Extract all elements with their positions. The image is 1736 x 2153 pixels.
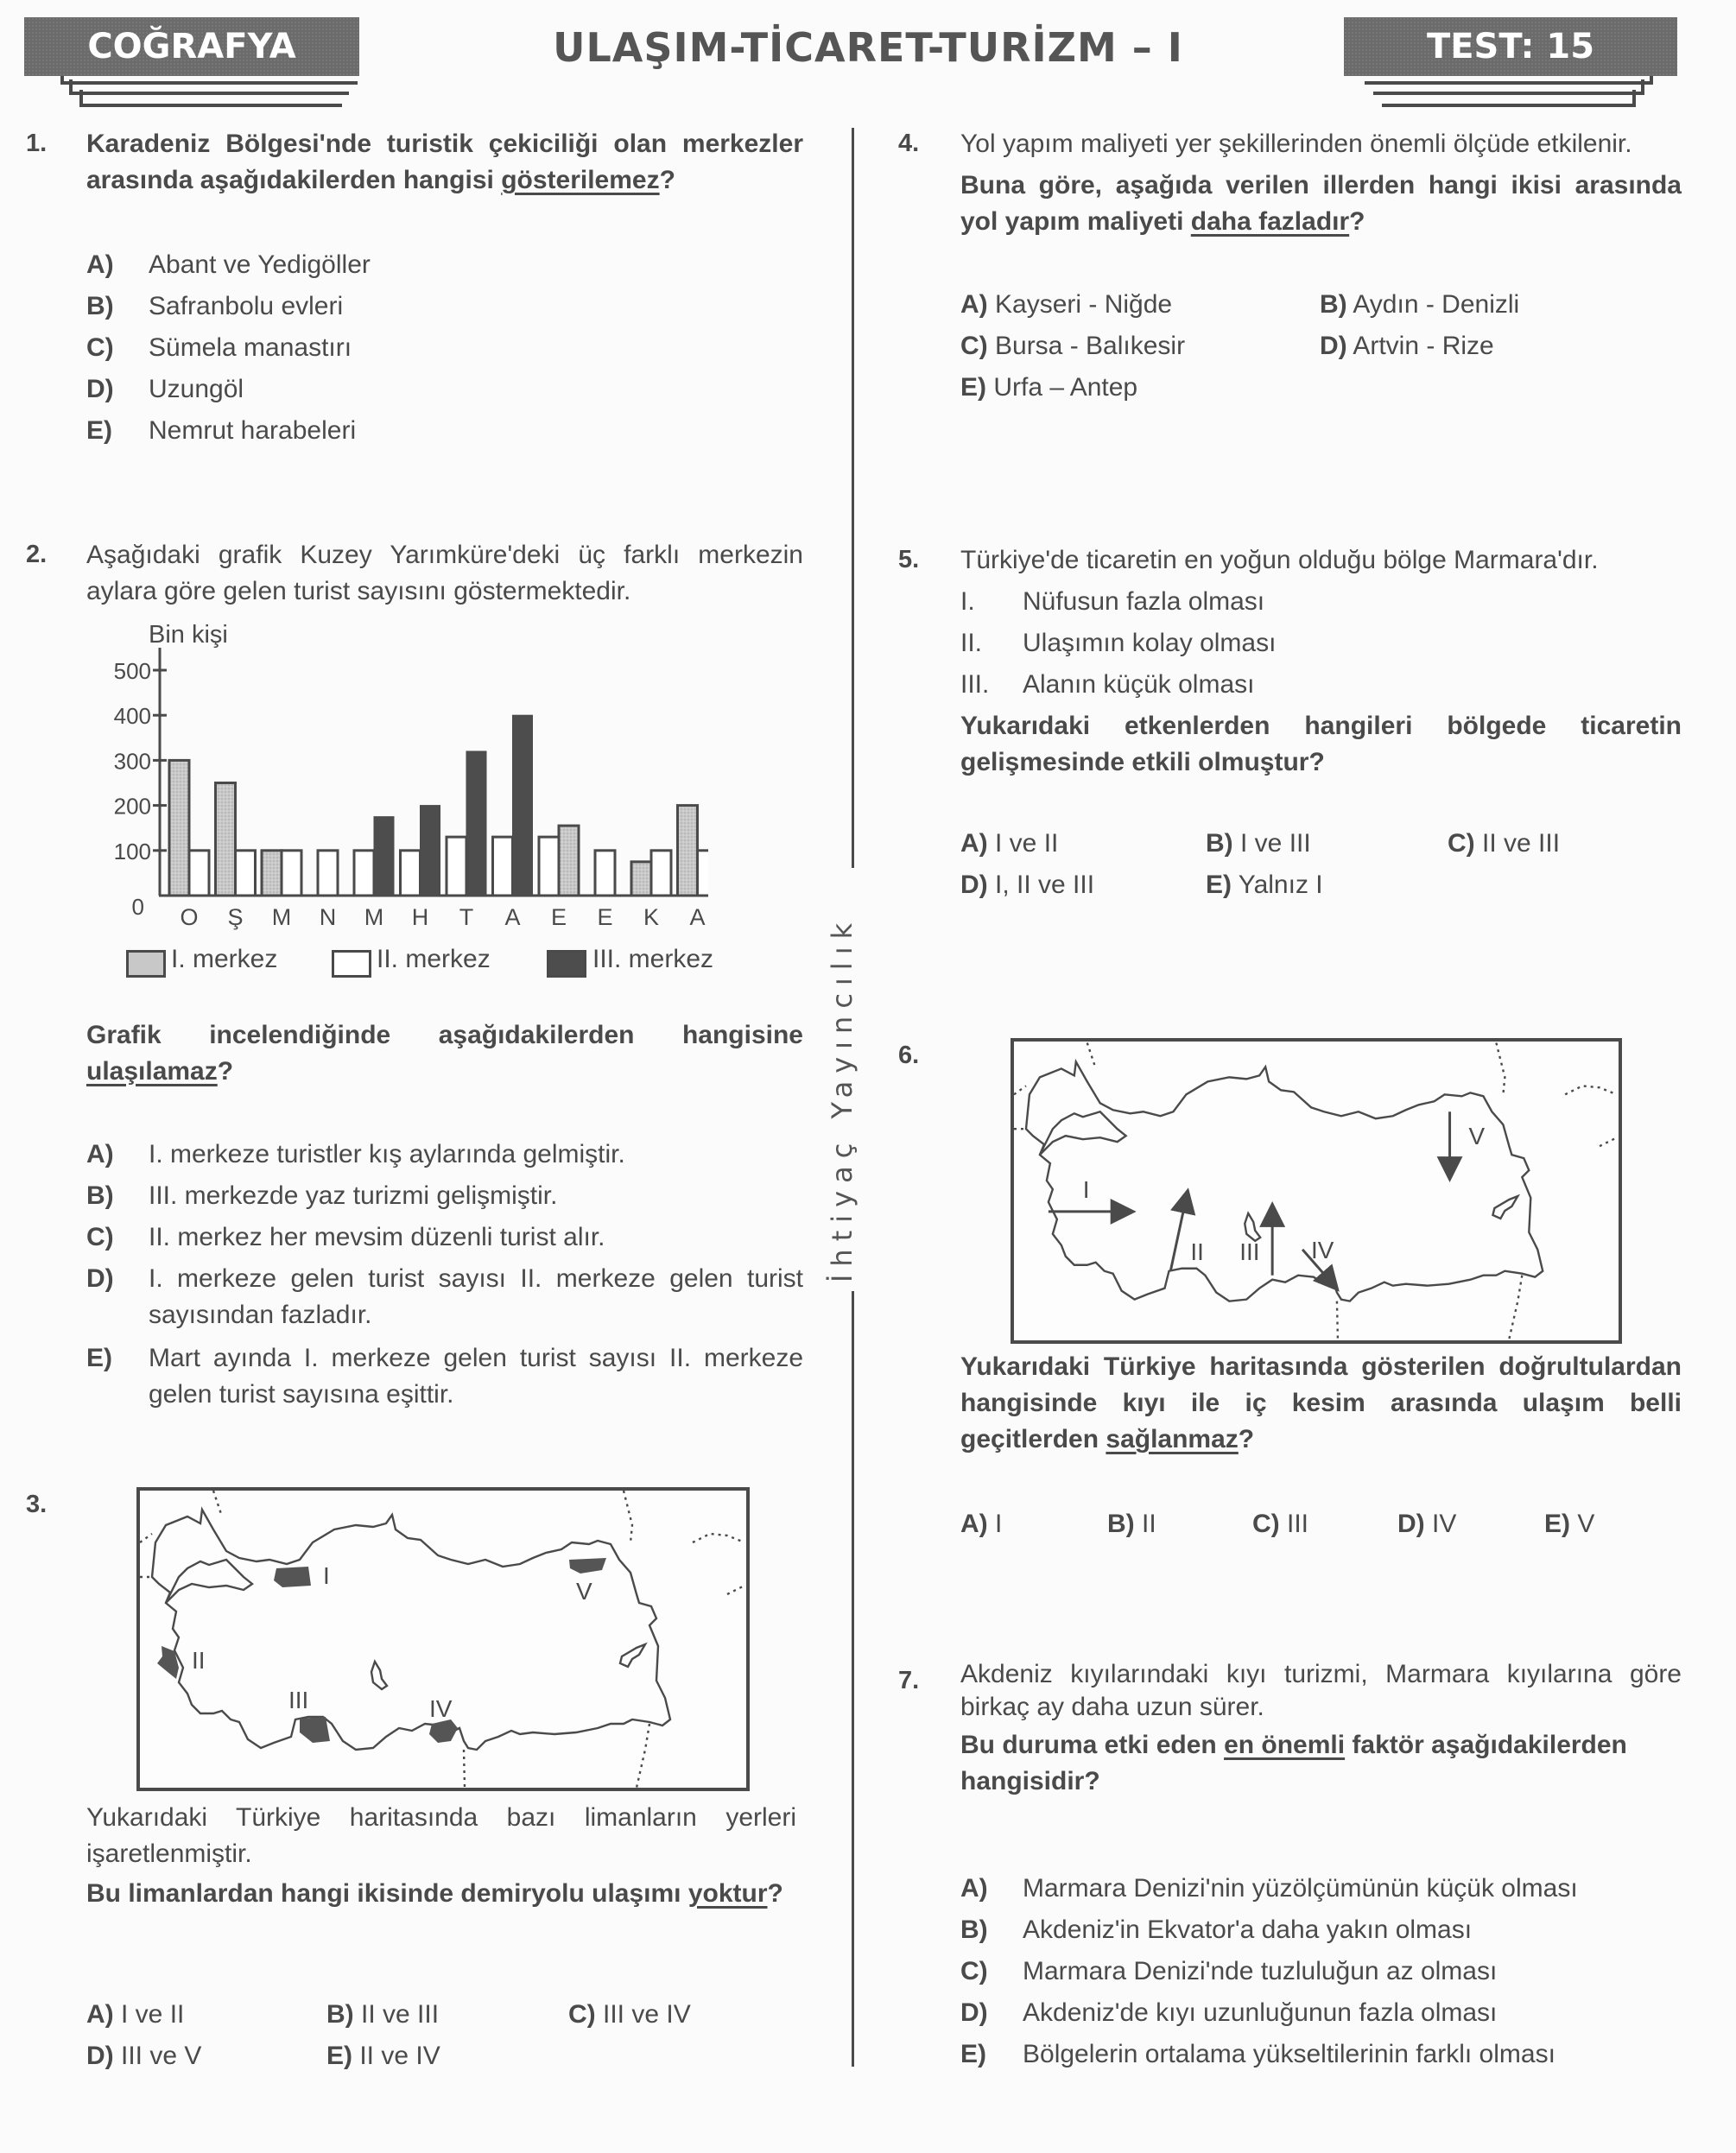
stem-emphasis: daha fazladır	[1190, 207, 1350, 236]
option-b[interactable]	[326, 2000, 439, 2030]
x-tick-label: E	[550, 904, 567, 930]
option-c[interactable]	[1252, 1510, 1308, 1539]
bar-2-11	[651, 851, 671, 896]
option-text: IV	[1432, 1510, 1457, 1538]
stem-text: Yukarıdaki Türkiye haritasında gösterilen doğrultulardan hangisinde kıyı ile iç kesim arasında ulaşım belli geçitlerden	[960, 1352, 1682, 1453]
stem-emphasis: sağlanmaz	[1106, 1425, 1239, 1453]
port-marker-iii	[300, 1717, 330, 1743]
bar-2-9	[539, 837, 559, 896]
stem-end: ?	[1238, 1425, 1255, 1453]
question-intro: Aşağıdaki grafik Kuzey Yarımküre'deki üç farklı merkezin aylara göre gelen turist sayısını göstermektedir.	[86, 541, 803, 605]
option-a[interactable]	[86, 2000, 184, 2030]
option-label: E)	[1206, 871, 1232, 899]
page-title: ULAŞIM-TİCARET-TURİZM – I	[553, 24, 1183, 71]
question-number: 7.	[898, 1667, 920, 1694]
port-marker-i	[274, 1567, 311, 1587]
port-marker-iv	[429, 1719, 458, 1743]
option-label: C)	[960, 1957, 988, 1985]
stem-text: Bu limanlardan hangi ikisinde demiryolu ulaşımı	[86, 1879, 688, 1908]
question-number: 1.	[26, 130, 48, 157]
option-label: E)	[960, 373, 986, 402]
option-text: Bölgelerin ortalama yükseltilerinin farklı olması	[1023, 2040, 1555, 2068]
border-dotted	[624, 1491, 632, 1542]
option-label: B)	[1206, 829, 1233, 858]
legend-label: III. merkez	[592, 945, 714, 973]
option-text: Marmara Denizi'nde tuzluluğun az olması	[1023, 1957, 1498, 1985]
y-tick-label: 400	[113, 703, 151, 730]
statement-text: Ulaşımın kolay olması	[1023, 629, 1277, 657]
option-label: D)	[86, 375, 114, 403]
border-dotted	[1087, 1042, 1096, 1068]
test-number-badge: TEST: 15	[1344, 17, 1677, 76]
bar-2-7	[447, 837, 466, 896]
bar-1-11	[631, 862, 651, 896]
option-label: A)	[960, 1874, 988, 1903]
border-dotted	[637, 1724, 649, 1788]
option-label: C)	[86, 1223, 114, 1251]
option-e[interactable]	[326, 2042, 440, 2071]
marmara-region-outline	[1040, 1111, 1126, 1155]
option-text: II	[1142, 1510, 1156, 1538]
border-dotted	[1496, 1042, 1505, 1094]
option-c[interactable]	[1448, 829, 1560, 858]
option-a[interactable]	[960, 290, 1172, 320]
legend-swatch-merkez-2	[332, 950, 371, 978]
x-tick-label: E	[597, 904, 613, 930]
turkey-directions-map	[1011, 1038, 1622, 1344]
statement-2	[960, 625, 1276, 662]
question-intro: Yol yapım maliyeti yer şekillerinden önemli ölçüde etkilenir.	[960, 130, 1632, 158]
option-b[interactable]	[86, 1178, 803, 1214]
x-tick-label: H	[411, 904, 429, 930]
option-label: D)	[960, 871, 988, 899]
option-text: Mart ayında I. merkeze gelen turist sayısı II. merkeze gelen turist sayısına eşittir.	[149, 1344, 803, 1409]
option-label: B)	[326, 2000, 354, 2029]
direction-label-ii: II	[1190, 1238, 1204, 1265]
bar-2-2	[236, 851, 256, 896]
option-c[interactable]	[960, 1954, 1497, 1990]
bar-3-8	[513, 715, 533, 896]
option-text: I ve III	[1240, 829, 1311, 858]
option-text: I ve II	[995, 829, 1059, 858]
statement-3	[960, 667, 1254, 703]
direction-arrow-ii	[1170, 1198, 1186, 1270]
bar-3-5	[374, 817, 394, 896]
x-tick-label: K	[643, 904, 660, 930]
option-text: Akdeniz'in Ekvator'a daha yakın olması	[1023, 1916, 1473, 1944]
stem-emphasis: yoktur	[687, 1879, 768, 1908]
option-label: A)	[86, 250, 114, 279]
option-label: C)	[568, 2000, 596, 2029]
x-tick-label: M	[271, 904, 292, 930]
y-tick-label: 200	[113, 793, 151, 820]
option-text: III ve IV	[603, 2000, 691, 2029]
x-tick-label: N	[319, 904, 337, 930]
option-text: I, II ve III	[995, 871, 1095, 899]
direction-label-i: I	[1082, 1175, 1090, 1203]
option-e[interactable]	[960, 373, 1137, 402]
option-text: Artvin - Rize	[1353, 332, 1494, 360]
x-tick-label: A	[504, 904, 521, 930]
option-c[interactable]	[86, 1219, 803, 1256]
bar-1-12	[678, 806, 698, 896]
option-text: III. merkezde yaz turizmi gelişmiştir.	[149, 1181, 558, 1210]
direction-label-iii: III	[1239, 1238, 1260, 1265]
option-e[interactable]	[1544, 1510, 1594, 1539]
x-tick-label: T	[459, 904, 474, 930]
question-stem	[960, 168, 1682, 240]
option-b[interactable]	[1107, 1510, 1156, 1539]
border-dotted	[213, 1491, 222, 1517]
option-text: III ve V	[121, 2042, 202, 2070]
y-tick-label: 300	[113, 748, 151, 775]
question-intro: Yukarıdaki Türkiye haritasında bazı limanların yerleri işaretlenmiştir.	[86, 1803, 796, 1868]
bar-2-6	[401, 851, 421, 896]
option-label: A)	[960, 829, 988, 858]
question-intro: Türkiye'de ticaretin en yoğun olduğu bölge Marmara'dır.	[960, 546, 1599, 574]
question-stem	[960, 1727, 1682, 1800]
port-label-i: I	[323, 1562, 330, 1589]
turkey-ports-map	[136, 1487, 750, 1791]
option-label: A)	[960, 290, 988, 319]
legend-label: II. merkez	[377, 945, 491, 973]
option-label: C)	[1448, 829, 1475, 858]
bar-1-3	[262, 851, 282, 896]
turkey-map-svg	[140, 1491, 746, 1788]
tourist-bar-chart	[86, 605, 708, 985]
turkey-coastline	[1026, 1061, 1543, 1301]
option-text: Marmara Denizi'nin yüzölçümünün küçük olması	[1023, 1874, 1578, 1903]
option-text: Nemrut harabeleri	[149, 416, 357, 445]
option-text: I. merkeze gelen turist sayısı II. merkeze gelen turist sayısından fazladır.	[149, 1264, 803, 1329]
stem-end: ?	[767, 1879, 783, 1908]
stem-emphasis: gösterilemez	[501, 166, 660, 194]
question-number: 2.	[26, 541, 48, 568]
lake-tuz	[371, 1662, 387, 1689]
bar-3-6	[421, 806, 440, 896]
option-label: E)	[86, 416, 112, 445]
option-c[interactable]	[86, 330, 352, 366]
bar-2-10	[595, 851, 615, 896]
stem-end: ?	[659, 166, 675, 194]
option-label: E)	[960, 2040, 986, 2068]
bar-1-9	[559, 826, 579, 896]
option-a[interactable]	[86, 1137, 803, 1173]
statement-text: Nüfusun fazla olması	[1023, 587, 1265, 616]
option-d[interactable]	[1320, 332, 1494, 361]
lake-tuz	[1245, 1213, 1260, 1241]
question-stem	[86, 1876, 796, 1912]
question-stem	[86, 126, 803, 199]
option-text: Bursa - Balıkesir	[995, 332, 1186, 360]
option-text: Urfa – Antep	[993, 373, 1138, 402]
option-c[interactable]	[568, 2000, 691, 2030]
marmara-region-outline	[166, 1560, 252, 1603]
option-label: A)	[86, 2000, 114, 2029]
question-number: 4.	[898, 130, 920, 157]
legend-swatch-merkez-1	[126, 950, 166, 978]
legend-swatch-merkez-3	[547, 950, 586, 978]
border-dotted	[1014, 1086, 1026, 1129]
legend-label: I. merkez	[171, 945, 278, 973]
option-b[interactable]	[1206, 829, 1311, 858]
option-d[interactable]	[1397, 1510, 1456, 1539]
option-a[interactable]	[960, 1510, 1002, 1539]
border-dotted	[464, 1750, 465, 1788]
bar-2-5	[354, 851, 374, 896]
option-label: C)	[960, 332, 988, 360]
lake-van	[1492, 1196, 1517, 1219]
option-e[interactable]	[1206, 871, 1323, 900]
option-label: B)	[86, 1181, 114, 1210]
question-number: 5.	[898, 546, 920, 573]
port-label-ii: II	[192, 1647, 206, 1674]
option-d[interactable]	[86, 371, 244, 408]
option-text: Yalnız I	[1238, 871, 1323, 899]
option-text: II. merkez her mevsim düzenli turist alır.	[149, 1223, 605, 1251]
option-text: II ve III	[361, 2000, 440, 2029]
option-text: I	[995, 1510, 1003, 1538]
option-label: B)	[1107, 1510, 1135, 1538]
option-d[interactable]	[86, 2042, 201, 2071]
border-dotted	[1565, 1086, 1617, 1094]
option-label: E)	[1544, 1510, 1570, 1538]
direction-label-v: V	[1468, 1123, 1486, 1150]
stem-text: Buna göre, aşağıda verilen illerden hangi ikisi arasında yol yapım maliyeti	[960, 171, 1682, 236]
option-d[interactable]	[960, 1995, 1497, 2031]
question-stem	[86, 1017, 803, 1090]
publisher-brand: İhtiyaç Yayıncılık	[826, 868, 858, 1291]
option-text: Safranbolu evleri	[149, 292, 344, 320]
question-stem: Yukarıdaki etkenlerden hangileri bölgede ticaretin gelişmesinde etkili olmuştur?	[960, 712, 1682, 776]
option-text: Abant ve Yedigöller	[149, 250, 371, 279]
header-page-stack-line	[1382, 90, 1636, 107]
option-text: Uzungöl	[149, 375, 244, 403]
option-label: E)	[86, 1344, 112, 1372]
turkey-coastline	[152, 1510, 670, 1750]
option-label: A)	[960, 1510, 988, 1538]
option-label: D)	[960, 1998, 988, 2027]
bar-2-1	[189, 851, 209, 896]
port-label-iv: IV	[429, 1695, 453, 1722]
stem-end: ?	[1349, 207, 1365, 236]
option-text: Kayseri - Niğde	[995, 290, 1173, 319]
option-text: Sümela manastırı	[149, 333, 352, 362]
border-dotted	[1509, 1276, 1522, 1339]
option-label: B)	[960, 1916, 988, 1944]
bar-1-2	[216, 783, 236, 896]
option-a[interactable]	[86, 247, 371, 283]
option-d[interactable]	[960, 871, 1094, 900]
border-dotted	[140, 1534, 152, 1577]
option-e[interactable]	[86, 413, 356, 449]
option-label: A)	[86, 1140, 114, 1168]
statement-1	[960, 584, 1264, 620]
bar-2-4	[318, 851, 338, 896]
question-stem	[960, 1349, 1682, 1458]
option-text: III	[1287, 1510, 1309, 1538]
option-text: II ve IV	[359, 2042, 440, 2070]
option-label: E)	[326, 2042, 352, 2070]
option-a[interactable]	[960, 1871, 1578, 1907]
stem-emphasis: ulaşılamaz	[86, 1057, 218, 1086]
y-tick-label: 100	[113, 838, 151, 864]
x-tick-label: Ş	[227, 904, 244, 930]
x-tick-label: M	[364, 904, 384, 930]
border-dotted	[1600, 1137, 1617, 1146]
option-e[interactable]	[86, 1340, 803, 1413]
option-a[interactable]	[960, 829, 1058, 858]
option-label: B)	[86, 292, 114, 320]
option-label: D)	[1397, 1510, 1425, 1538]
stem-text: Karadeniz Bölgesi'nde turistik çekiciliği olan merkezler arasında aşağıdakilerden hangisi	[86, 130, 803, 194]
option-e[interactable]	[960, 2036, 1555, 2073]
x-tick-label: A	[689, 904, 706, 930]
option-label: B)	[1320, 290, 1347, 319]
option-label: C)	[1252, 1510, 1280, 1538]
option-text: I. merkeze turistler kış aylarında gelmiştir.	[149, 1140, 625, 1168]
stem-end: ?	[217, 1057, 234, 1086]
option-label: D)	[86, 1264, 114, 1293]
statement-numeral: III.	[960, 670, 990, 699]
border-dotted	[1337, 1301, 1338, 1339]
question-intro: Akdeniz kıyılarındaki kıyı turizmi, Marmara kıyılarına göre birkaç ay daha uzun sürer.	[960, 1660, 1682, 1721]
question-number: 3.	[26, 1491, 48, 1518]
option-text: V	[1577, 1510, 1595, 1538]
option-label: C)	[86, 333, 114, 362]
stem-end: faktör aşağıdakilerden hangisidir?	[960, 1731, 1627, 1795]
port-marker-v	[569, 1558, 606, 1574]
bar-2-3	[282, 851, 301, 896]
stem-text: Grafik incelendiğinde aşağıdakilerden hangisine	[86, 1021, 803, 1049]
stem-emphasis: en önemli	[1224, 1731, 1346, 1759]
option-label: D)	[1320, 332, 1347, 360]
y-axis-label: Bin kişi	[149, 621, 228, 649]
statement-text: Alanın küçük olması	[1023, 670, 1255, 699]
statement-numeral: I.	[960, 587, 975, 616]
bar-3-7	[466, 751, 486, 896]
bar-1-1	[169, 760, 189, 896]
port-label-v: V	[576, 1578, 592, 1605]
option-d[interactable]	[86, 1261, 803, 1333]
option-b[interactable]	[86, 288, 343, 325]
border-dotted	[727, 1586, 744, 1594]
option-text: Aydın - Denizli	[1353, 290, 1520, 319]
header-page-stack-line	[79, 90, 342, 107]
option-b[interactable]	[1320, 290, 1519, 320]
border-dotted	[693, 1534, 744, 1542]
option-text: Akdeniz'de kıyı uzunluğunun fazla olması	[1023, 1998, 1498, 2027]
question-number: 6.	[898, 1042, 920, 1069]
stem-text: Bu duruma etki eden	[960, 1731, 1225, 1759]
statement-numeral: II.	[960, 629, 983, 657]
subject-badge: COĞRAFYA	[24, 17, 359, 76]
bar-2-12	[698, 851, 709, 896]
option-text: I ve II	[121, 2000, 185, 2029]
option-b[interactable]	[960, 1912, 1472, 1948]
lake-van	[620, 1644, 645, 1667]
port-label-iii: III	[288, 1687, 309, 1713]
option-label: D)	[86, 2042, 114, 2070]
bar-2-8	[493, 837, 513, 896]
option-text: II ve III	[1482, 829, 1561, 858]
option-c[interactable]	[960, 332, 1185, 361]
direction-label-iv: IV	[1311, 1236, 1334, 1263]
y-tick-label: 0	[131, 894, 144, 920]
turkey-map-svg	[1014, 1042, 1619, 1340]
y-tick-label: 500	[113, 658, 151, 684]
x-tick-label: O	[180, 904, 199, 930]
